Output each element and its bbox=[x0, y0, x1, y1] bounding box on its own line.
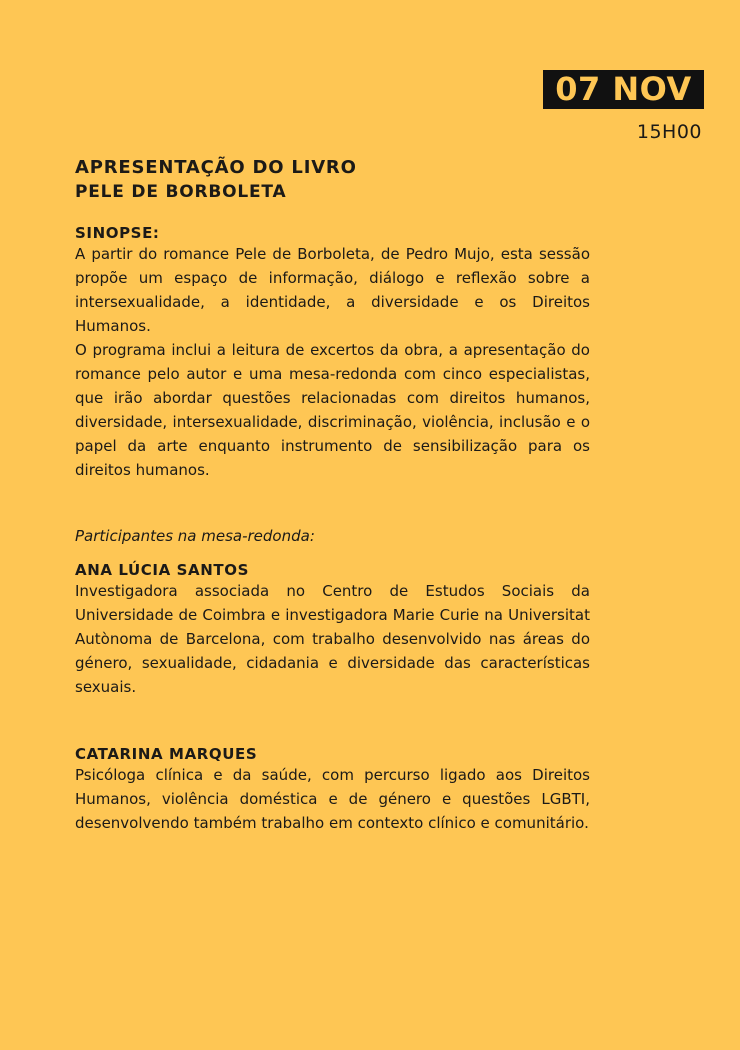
participants-label: Participantes na mesa-redonda: bbox=[75, 527, 315, 545]
date-badge: 07 NOV bbox=[543, 70, 704, 109]
participant-entry bbox=[75, 561, 590, 699]
participant-name: CATARINA MARQUES bbox=[75, 745, 258, 763]
book-title: PELE DE BORBOLETA bbox=[75, 182, 287, 202]
event-time: 15H00 bbox=[636, 121, 702, 143]
event-type: APRESENTAÇÃO DO LIVRO bbox=[75, 157, 357, 178]
synopsis-paragraph: A partir do romance Pele de Borboleta, de Pedro Mujo, esta sessão propõe um espaço de informação, diálogo e reflexão sobre a intersexualidade, a identidade, a diversidade e os Direitos Humanos. bbox=[75, 245, 590, 335]
participant-bio: Psicóloga clínica e da saúde, com percurso ligado aos Direitos Humanos, violência doméstica e de género e questões LGBTI, desenvolvendo também trabalho em contexto clínico e comunitário. bbox=[75, 766, 590, 832]
main-content bbox=[75, 156, 590, 835]
participant-entry bbox=[75, 745, 590, 835]
synopsis-heading: SINOPSE: bbox=[75, 224, 160, 242]
participant-bio: Investigadora associada no Centro de Estudos Sociais da Universidade de Coimbra e investigadora Marie Curie na Universitat Autònoma de Barcelona, com trabalho desenvolvido nas áreas do género, sexualidade, cidadania e diversidade das características sexuais. bbox=[75, 582, 590, 696]
participant-name: ANA LÚCIA SANTOS bbox=[75, 561, 249, 579]
synopsis-paragraph: O programa inclui a leitura de excertos da obra, a apresentação do romance pelo autor e uma mesa-redonda com cinco especialistas, que irão abordar questões relacionadas com direitos humanos, diversidade, intersexualidade, discriminação, violência, inclusão e o papel da arte enquanto instrumento de sensibilização para os direitos humanos. bbox=[75, 341, 590, 479]
